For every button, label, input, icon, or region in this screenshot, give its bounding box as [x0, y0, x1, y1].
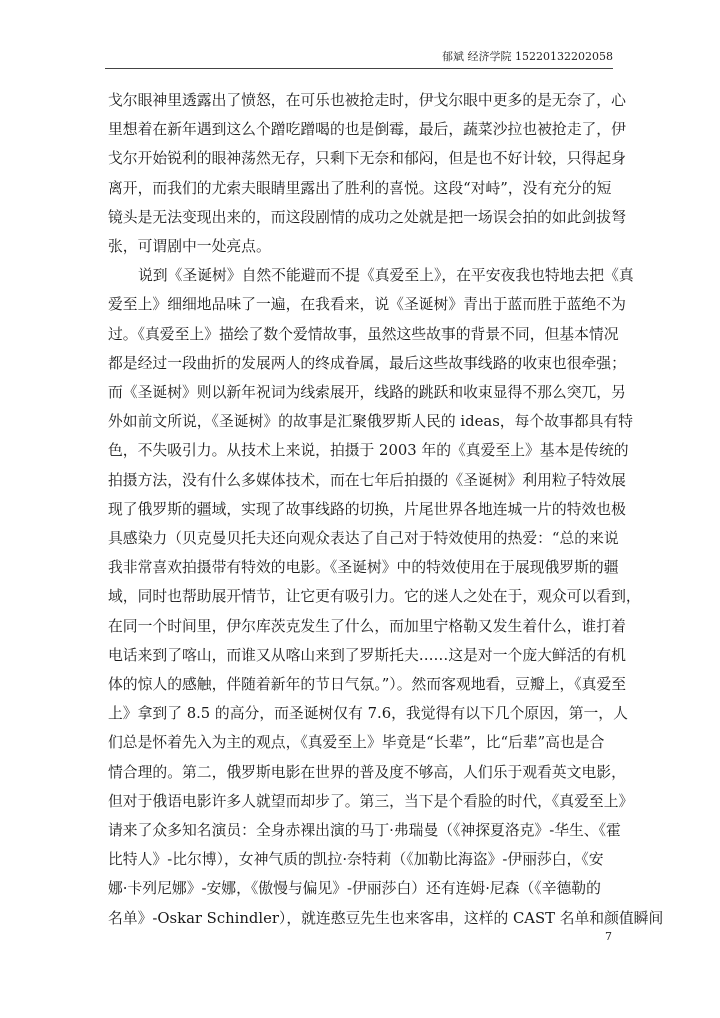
text-line: 名单》-Oskar Schindler），就连憨豆先生也来客串，这样的 CAST 名单和颜值瞬间 [108, 909, 664, 927]
text-line: 拍摄方法，没有什么多媒体技术，而在七年后拍摄的《圣诞树》利用粒子特效展 [108, 471, 626, 489]
text-line: 爱至上》细细地品味了一遍，在我看来，说《圣诞树》青出于蓝而胜于蓝绝不为 [108, 296, 626, 314]
text-line: 过。《真爱至上》描绘了数个爱情故事，虽然这些故事的背景不同，但基本情况 [108, 325, 619, 343]
text-line: 具感染力（贝克曼贝托夫还向观众表达了自己对于特效使用的热爱：“总的来说 [108, 530, 619, 548]
page-header [105, 50, 613, 64]
text-line: 比特人》-比尔博），女神气质的凯拉·奈特莉（《加勒比海盗》-伊丽莎白，《安 [108, 851, 604, 869]
paragraph [108, 86, 626, 261]
text-line: 情合理的。第二，俄罗斯电影在世界的普及度不够高，人们乐于观看英文电影， [108, 763, 626, 781]
text-line: 离开，而我们的尤索夫眼睛里露出了胜利的喜悦。这段“对峙”，没有充分的短 [108, 179, 612, 197]
text-line: 域，同时也帮助展开情节，让它更有吸引力。它的迷人之处在于，观众可以看到， [108, 588, 641, 606]
text-line: 镜头是无法变现出来的，而这段剧情的成功之处就是把一场误会拍的如此剑拔弩 [108, 208, 626, 226]
text-line: 而《圣诞树》则以新年祝词为线索展开，线路的跳跃和收束显得不那么突兀，另 [108, 384, 626, 402]
text-line: 里想着在新年遇到这么个蹭吃蹭喝的也是倒霉，最后，蔬菜沙拉也被抢走了，伊 [108, 121, 626, 139]
text-line: 们总是怀着先入为主的观点，《真爱至上》毕竟是“长辈”，比“后辈”高也是合 [108, 734, 605, 752]
text-line: 外如前文所说，《圣诞树》的故事是汇聚俄罗斯人民的 ideas，每个故事都具有特 [108, 413, 633, 431]
text-line: 现了俄罗斯的疆域，实现了故事线路的切换，片尾世界各地连城一片的特效也极 [108, 500, 626, 518]
text-line: 上》拿到了 8.5 的高分，而圣诞树仅有 7.6，我觉得有以下几个原因，第一，人 [108, 705, 628, 723]
paragraph [108, 261, 664, 933]
text-line: 我非常喜欢拍摄带有特效的电影。《圣诞树》中的特效使用在于展现俄罗斯的疆 [108, 559, 619, 577]
text-line: 戈尔开始锐利的眼神荡然无存，只剩下无奈和郁闷，但是也不好计较，只得起身 [108, 150, 626, 168]
text-line: 戈尔眼神里透露出了愤怒，在可乐也被抢走时，伊戈尔眼中更多的是无奈了，心 [108, 92, 626, 109]
header-divider [105, 68, 613, 69]
body-text [108, 86, 664, 933]
text-line: 娜·卡列尼娜》-安娜，《傲慢与偏见》-伊丽莎白）还有连姆·尼森（《辛德勒的 [108, 880, 601, 898]
text-line: 色，不失吸引力。从技术上来说，拍摄于 2003 年的《真爱至上》基本是传统的 [108, 442, 629, 460]
text-line: 张，可谓剧中一处亮点。 [108, 238, 271, 256]
text-line: 但对于俄语电影许多人就望而却步了。第三，当下是个看脸的时代，《真爱至上》 [108, 792, 634, 810]
text-line: 说到《圣诞树》自然不能避而不提《真爱至上》，在平安夜我也特地去把《真 [138, 267, 634, 285]
text-line: 体的惊人的感触，伴随着新年的节日气氛。”）。然而客观地看，豆瓣上，《真爱至 [108, 676, 627, 694]
text-line: 在同一个时间里，伊尔库茨克发生了什么，而加里宁格勒又发生着什么，谁打着 [108, 617, 626, 635]
header-text: 郁斌 经济学院 15220132202058 [442, 50, 613, 63]
text-line: 电话来到了喀山，而谁又从喀山来到了罗斯托夫……这是对一个庞大鲜活的有机 [108, 646, 626, 664]
text-line: 请来了众多知名演员：全身赤裸出演的马丁·弗瑞曼（《神探夏洛克》-华生、《霍 [108, 822, 621, 840]
page-number: 7 [605, 930, 612, 943]
text-line: 都是经过一段曲折的发展两人的终成眷属，最后这些故事线路的收束也很牵强； [108, 354, 626, 372]
